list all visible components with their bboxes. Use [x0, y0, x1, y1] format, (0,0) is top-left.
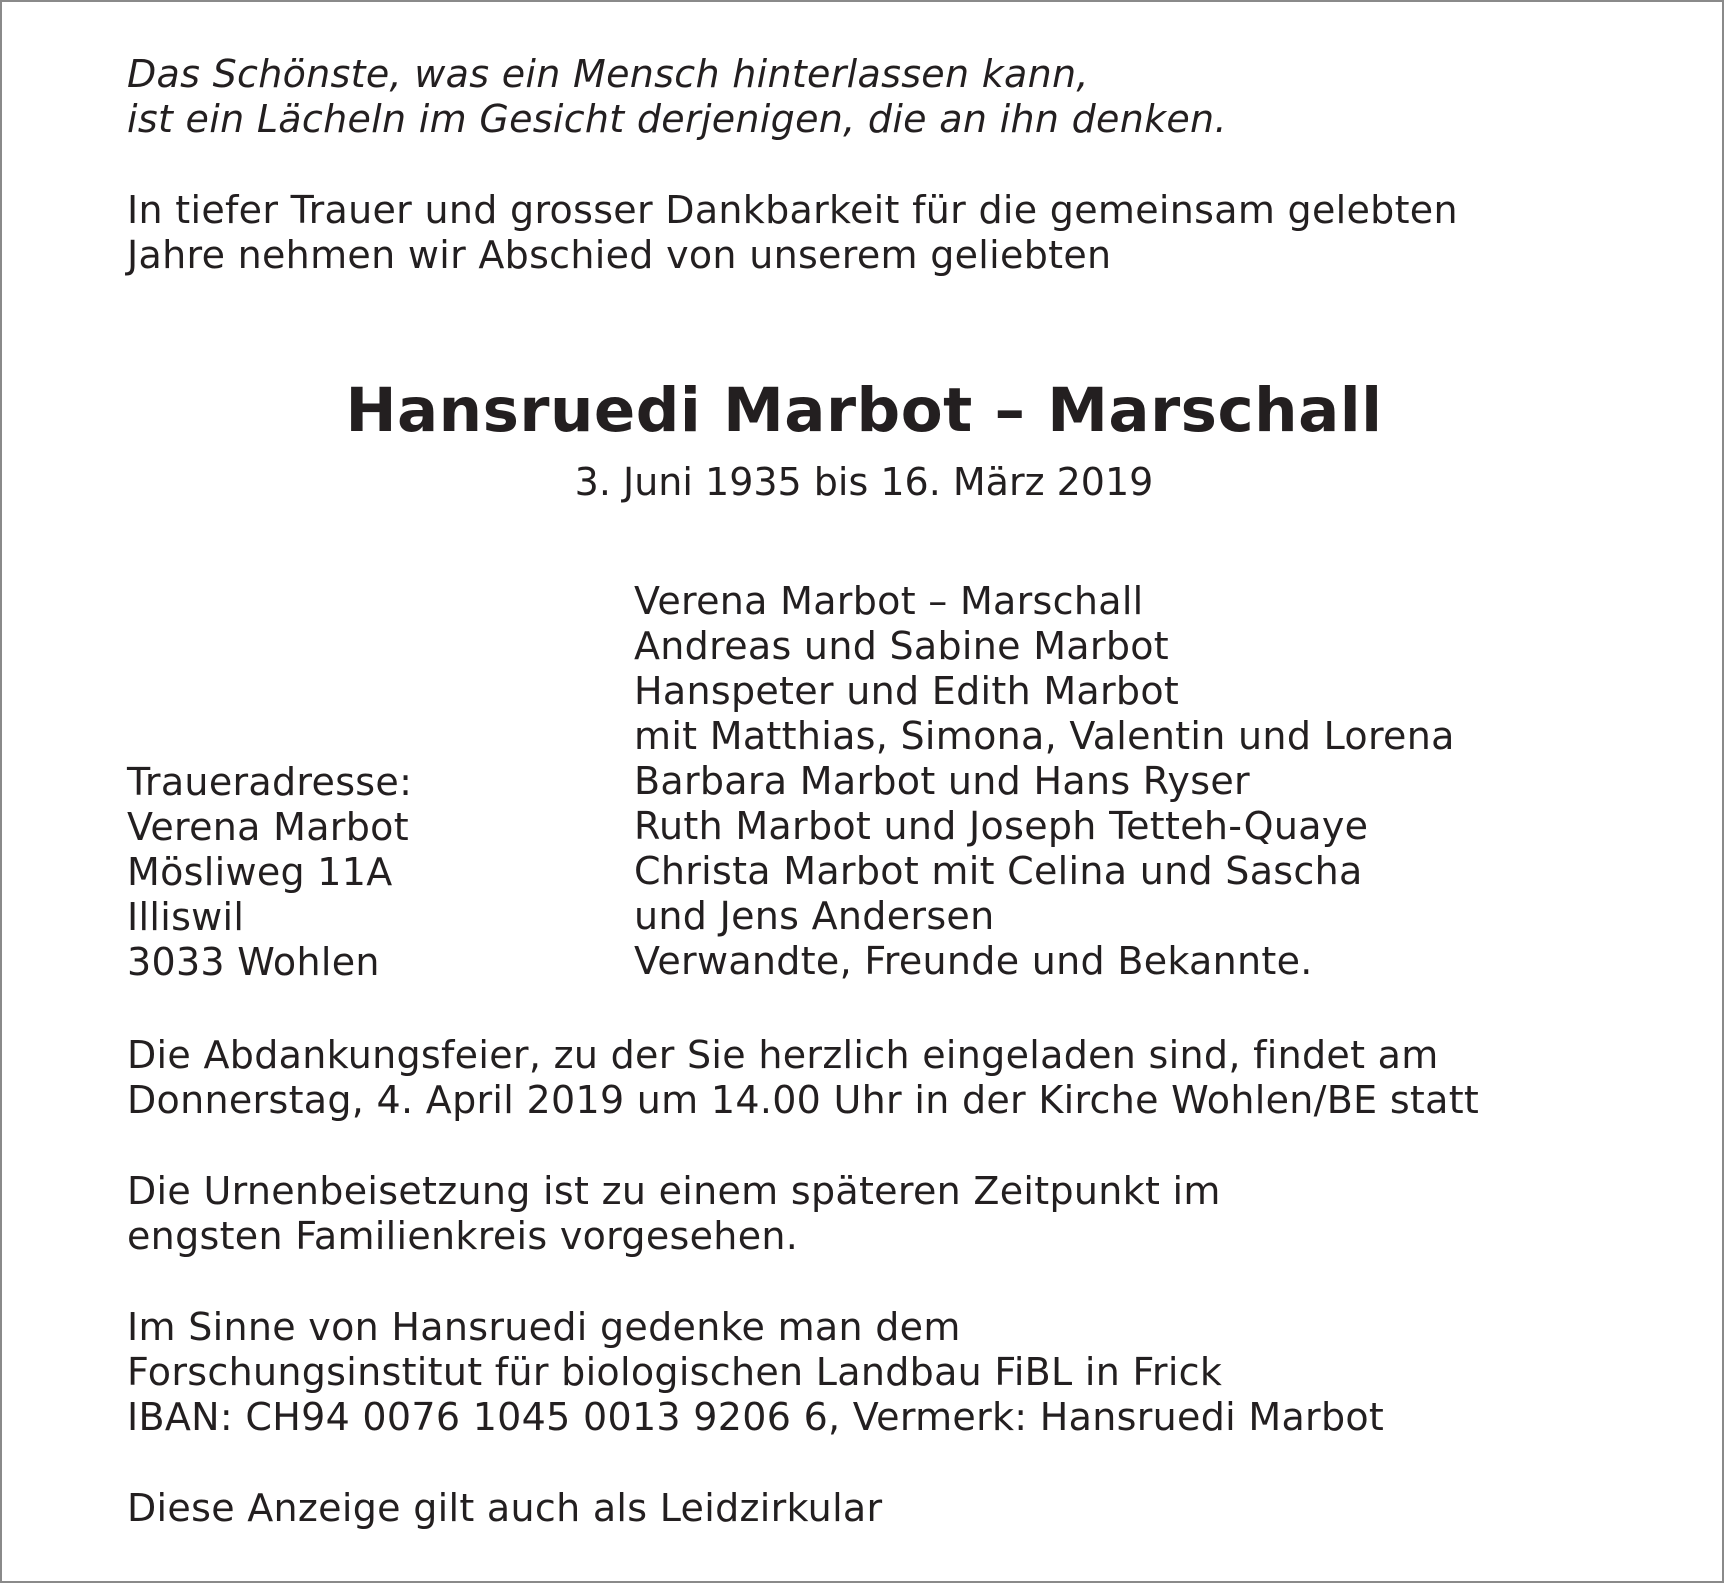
- urn-burial-paragraph: [127, 1169, 1221, 1259]
- donation-paragraph: [127, 1305, 1384, 1440]
- mourner-line: und Jens Andersen: [634, 894, 995, 938]
- mourner-line: Andreas und Sabine Marbot: [634, 624, 1169, 668]
- ceremony-line: Donnerstag, 4. April 2019 um 14.00 Uhr in der Kirche Wohlen/BE statt: [127, 1078, 1480, 1122]
- life-dates: 3. Juni 1935 bis 16. März 2019: [574, 460, 1154, 504]
- mourners-list: [634, 579, 1455, 984]
- quote-line: Das Schönste, was ein Mensch hinterlassen kann,: [127, 52, 1089, 96]
- intro-paragraph: [127, 188, 1458, 278]
- address-label: Traueradresse:: [127, 760, 413, 804]
- address-line: Mösliweg 11A: [127, 850, 393, 894]
- quote-line: ist ein Lächeln im Gesicht derjenigen, die an ihn denken.: [127, 97, 1227, 141]
- mourner-line: Verena Marbot – Marschall: [634, 579, 1144, 623]
- mourner-line: Verwandte, Freunde und Bekannte.: [634, 939, 1313, 983]
- address-line: 3033 Wohlen: [127, 940, 380, 984]
- mourner-line: Hanspeter und Edith Marbot: [634, 669, 1180, 713]
- deceased-name: Hansruedi Marbot – Marschall: [345, 375, 1383, 446]
- memorial-quote: [127, 52, 1227, 142]
- mourner-line: Barbara Marbot und Hans Ryser: [634, 759, 1250, 803]
- mourner-line: mit Matthias, Simona, Valentin und Lorena: [634, 714, 1455, 758]
- mourning-address: [127, 760, 412, 985]
- mourner-line: Christa Marbot mit Celina und Sascha: [634, 849, 1363, 893]
- iban-line: IBAN: CH94 0076 1045 0013 9206 6, Vermerk: Hansruedi Marbot: [127, 1395, 1385, 1439]
- donation-line: Forschungsinstitut für biologischen Landbau FiBL in Frick: [127, 1350, 1223, 1394]
- ceremony-line: Die Abdankungsfeier, zu der Sie herzlich eingeladen sind, findet am: [127, 1033, 1439, 1077]
- closing-note: Diese Anzeige gilt auch als Leidzirkular: [127, 1486, 883, 1530]
- donation-line: Im Sinne von Hansruedi gedenke man dem: [127, 1305, 961, 1349]
- mourner-line: Ruth Marbot und Joseph Tetteh-Quaye: [634, 804, 1369, 848]
- ceremony-paragraph: [127, 1033, 1479, 1123]
- intro-line: Jahre nehmen wir Abschied von unserem geliebten: [127, 233, 1112, 277]
- urn-line: Die Urnenbeisetzung ist zu einem späteren Zeitpunkt im: [127, 1169, 1221, 1213]
- urn-line: engsten Familienkreis vorgesehen.: [127, 1214, 799, 1258]
- address-line: Verena Marbot: [127, 805, 409, 849]
- address-line: Illiswil: [127, 895, 245, 939]
- intro-line: In tiefer Trauer und grosser Dankbarkeit für die gemeinsam gelebten: [127, 188, 1458, 232]
